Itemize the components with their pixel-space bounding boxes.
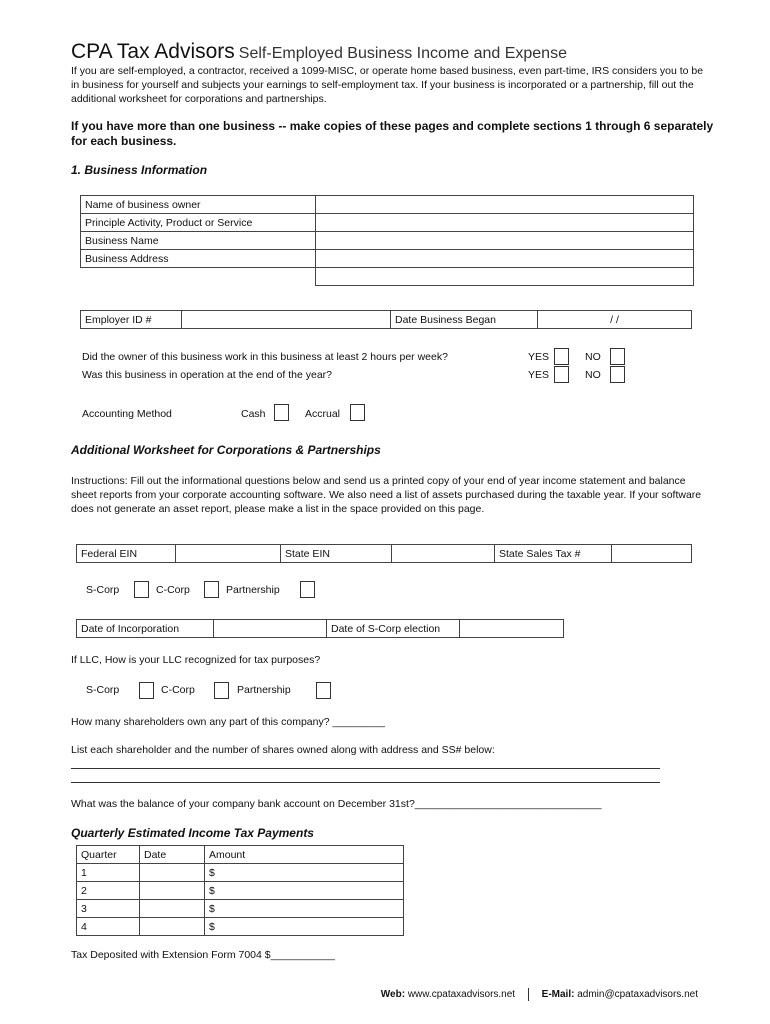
date-began-field[interactable]: / / [538,311,692,329]
email-link[interactable]: admin@cpataxadvisors.net [577,989,698,1001]
llc-question: If LLC, How is your LLC recognized for tax purposes? [71,654,321,666]
date-cell[interactable] [140,864,205,882]
column-header: Quarter [77,846,140,864]
employer-id-label: Employer ID # [81,311,182,329]
shareholder-line-2[interactable] [71,782,660,783]
date-cell[interactable] [140,882,205,900]
quarter-cell: 2 [77,882,140,900]
shareholders-question: How many shareholders own any part of this company? _________ [71,716,386,728]
quarter-cell: 4 [77,918,140,936]
website-link[interactable]: www.cpataxadvisors.net [407,989,516,1001]
llc-scorp-label: S-Corp [86,684,120,696]
ccorp-checkbox[interactable] [204,581,219,598]
amount-cell[interactable]: $ [205,882,404,900]
date-scorp-label: Date of S-Corp election [327,620,460,638]
table-row [81,232,694,250]
quarterly-table [76,845,404,936]
email-label: E-Mail: [541,989,575,1001]
date-incorporation-field[interactable] [214,620,327,638]
business-name-field[interactable] [316,232,694,250]
business-name-label: Business Name [81,232,316,250]
llc-partnership-checkbox[interactable] [316,682,331,699]
form-subtitle: Self-Employed Business Income and Expense [238,45,567,62]
table-row [77,918,404,936]
operation-no-checkbox[interactable] [610,366,625,383]
list-shareholders-text: List each shareholder and the number of shares owned along with address and SS# below: [71,744,495,756]
date-cell[interactable] [140,900,205,918]
table-row [77,882,404,900]
federal-ein-field[interactable] [176,545,281,563]
state-sales-tax-label: State Sales Tax # [495,545,612,563]
date-began-label: Date Business Began [391,311,538,329]
ein-table [76,544,692,563]
yes-label: YES [528,369,550,381]
amount-cell[interactable]: $ [205,918,404,936]
bank-balance-question: What was the balance of your company bank account on December 31st?________________________________ [71,798,602,810]
principle-activity-field[interactable] [316,214,694,232]
accrual-label: Accrual [305,408,341,420]
page-title [71,40,567,64]
partnership-checkbox[interactable] [300,581,315,598]
hours-question: Did the owner of this business work in this business at least 2 hours per week? [82,351,448,363]
state-ein-field[interactable] [392,545,495,563]
partnership-label: Partnership [226,584,280,596]
table-row [81,196,694,214]
scorp-checkbox[interactable] [134,581,149,598]
date-cell[interactable] [140,918,205,936]
quarterly-payments-heading: Quarterly Estimated Income Tax Payments [71,826,314,840]
cash-label: Cash [241,408,266,420]
column-header: Date [140,846,205,864]
multiple-business-note: If you have more than one business -- make copies of these pages and complete sections 1 through 6 separately for each business. [71,119,714,148]
employer-id-table [80,310,692,329]
business-address-field[interactable] [316,250,694,268]
business-address-field-2[interactable] [316,268,694,286]
shareholder-line-1[interactable] [71,768,660,769]
corp-worksheet-heading: Additional Worksheet for Corporations & Partnerships [71,443,381,457]
corp-instructions: Instructions: Fill out the informational questions below and send us a printed copy of your end of year income statement and balance sheet reports from your corporate accounting software. We also need a list of assets purchased during the taxable year. If your software does not generate an asset report, please make a list in the space provided on this page. [71,475,702,515]
principle-activity-label: Principle Activity, Product or Service [81,214,316,232]
date-scorp-field[interactable] [460,620,564,638]
footer [381,988,698,1001]
llc-ccorp-label: C-Corp [161,684,195,696]
quarter-cell: 3 [77,900,140,918]
hours-no-checkbox[interactable] [610,348,625,365]
no-label: NO [585,369,601,381]
table-row [81,311,692,329]
column-header: Amount [205,846,404,864]
table-row [77,846,404,864]
footer-divider [528,988,529,1001]
state-sales-tax-field[interactable] [612,545,692,563]
amount-cell[interactable]: $ [205,864,404,882]
cash-checkbox[interactable] [274,404,289,421]
table-row [77,620,564,638]
company-name: CPA Tax Advisors [71,40,235,63]
operation-yes-checkbox[interactable] [554,366,569,383]
owner-name-field[interactable] [316,196,694,214]
table-row [81,214,694,232]
no-label: NO [585,351,601,363]
ccorp-label: C-Corp [156,584,190,596]
table-row [81,268,694,286]
table-row [81,250,694,268]
business-info-heading: 1. Business Information [71,163,208,177]
incorporation-table [76,619,564,638]
address-spacer [81,268,316,286]
llc-scorp-checkbox[interactable] [139,682,154,699]
accounting-method-label: Accounting Method [82,408,172,420]
scorp-label: S-Corp [86,584,120,596]
amount-cell[interactable]: $ [205,900,404,918]
accrual-checkbox[interactable] [350,404,365,421]
intro-text: If you are self-employed, a contractor, received a 1099-MISC, or operate home based business, even part-time, IRS considers you to be in business for yourself and subjects your earnings to self-employment tax. If your business is incorporated or a partnership, fill out the additional worksheet for corporations and partnerships. [71,65,704,105]
extension-deposit-text: Tax Deposited with Extension Form 7004 $___________ [71,949,335,961]
business-info-table [80,195,694,286]
date-incorporation-label: Date of Incorporation [77,620,214,638]
owner-name-label: Name of business owner [81,196,316,214]
business-address-label: Business Address [81,250,316,268]
hours-yes-checkbox[interactable] [554,348,569,365]
yes-label: YES [528,351,550,363]
employer-id-field[interactable] [182,311,391,329]
llc-ccorp-checkbox[interactable] [214,682,229,699]
federal-ein-label: Federal EIN [77,545,176,563]
state-ein-label: State EIN [281,545,392,563]
quarter-cell: 1 [77,864,140,882]
table-row [77,545,692,563]
web-label: Web: [380,989,406,1001]
table-row [77,864,404,882]
llc-partnership-label: Partnership [237,684,291,696]
operation-question: Was this business in operation at the end of the year? [82,369,333,381]
table-row [77,900,404,918]
